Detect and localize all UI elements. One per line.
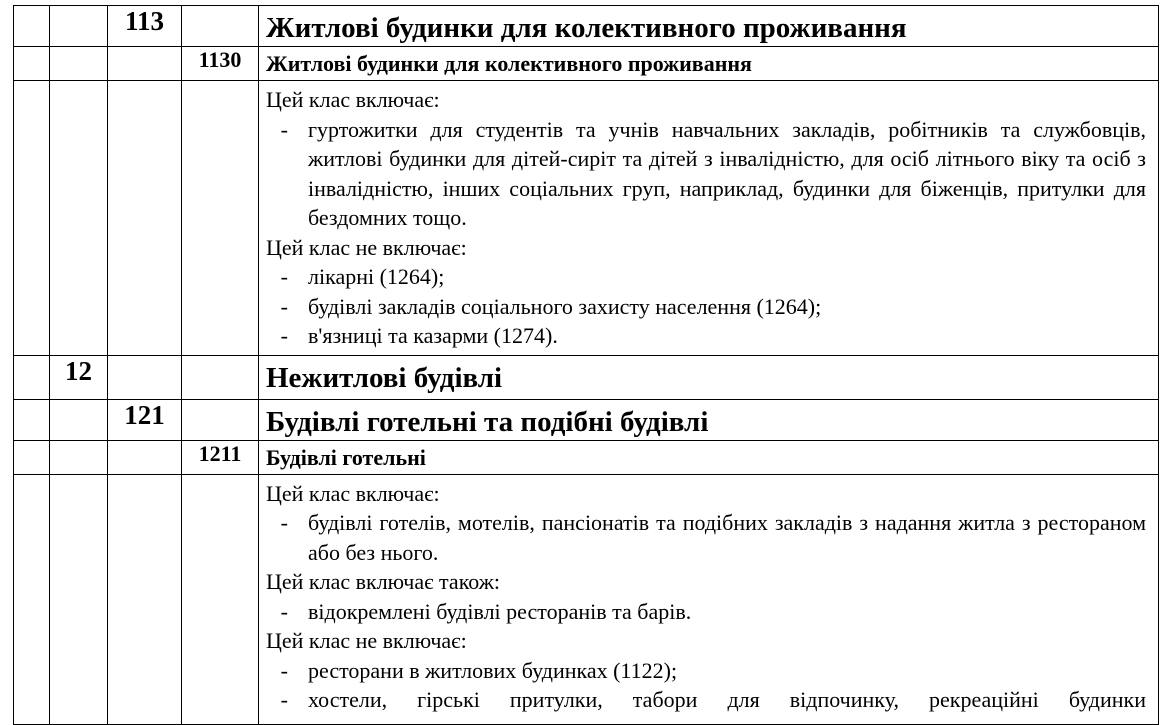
table-row-1130 [14,47,1159,81]
table-row-121 [14,399,1159,440]
list-item [266,321,1146,351]
class-code: 1211 [182,440,259,474]
list-item-text: гуртожитки для студентів та учнів навчальних закладів, робітників та службовців, житлові будинки для дітей-сиріт та дітей з інвалідністю, для осіб літнього віку та осіб з інвалідністю, інших соціальних груп, наприклад, будинки для біженців, притулки для бездомних тощо. [308,116,1146,230]
class-title: Житлові будинки для колективного проживання [259,47,1159,81]
list-item-text: ресторани в житлових будинках (1122); [308,657,678,683]
table-row-1211-description [14,474,1159,724]
list-item [266,115,1146,233]
dash-marker: - [280,657,288,683]
section-code: 12 [50,355,108,399]
table-row-12 [14,355,1159,399]
dash-marker: - [280,687,288,712]
list-item-text: в'язниці та казарми (1274). [308,323,558,348]
list-item [266,292,1146,322]
group-title: Житлові будинки для колективного проживання [259,6,1159,47]
list-item-text: відокремлені будівлі ресторанів та барів. [308,598,692,624]
class-description [259,474,1159,724]
dash-marker: - [280,323,288,348]
group-title: Будівлі готельні та подібні будівлі [259,399,1159,440]
group-code: 113 [108,6,182,47]
excludes-label: Цей клас не включає: [266,234,467,260]
table-row-1130-description [14,81,1159,356]
group-code: 121 [108,399,182,440]
list-item [266,262,1146,292]
list-item-text: хостели, гірські притулки, табори для відпочинку, рекреаційні будинки [308,687,1146,712]
list-item [266,508,1146,567]
list-item-text: будівлі готелів, мотелів, пансіонатів та подібних закладів з надання житла з рестораном або без нього. [308,510,1146,565]
table-row-113 [14,6,1159,47]
excludes-label: Цей клас не включає: [266,628,467,653]
list-item-text: лікарні (1264); [308,264,445,289]
dash-marker: - [280,510,288,535]
list-item [266,597,1146,627]
class-title: Будівлі готельні [259,440,1159,474]
includes-label: Цей клас включає: [266,87,440,112]
class-code: 1130 [182,47,259,81]
table-row-1211 [14,440,1159,474]
dash-marker: - [280,293,288,319]
list-item-text: будівлі закладів соціального захисту населення (1264); [308,293,822,319]
dash-marker: - [280,264,288,289]
section-title: Нежитлові будівлі [259,355,1159,399]
list-item [266,656,1146,686]
dash-marker: - [280,598,288,624]
class-description [259,81,1159,356]
dash-marker: - [280,116,288,142]
includes-label: Цей клас включає: [266,480,440,506]
list-item [266,685,1146,715]
also-includes-label: Цей клас включає також: [266,569,501,594]
classification-table [13,5,1159,725]
